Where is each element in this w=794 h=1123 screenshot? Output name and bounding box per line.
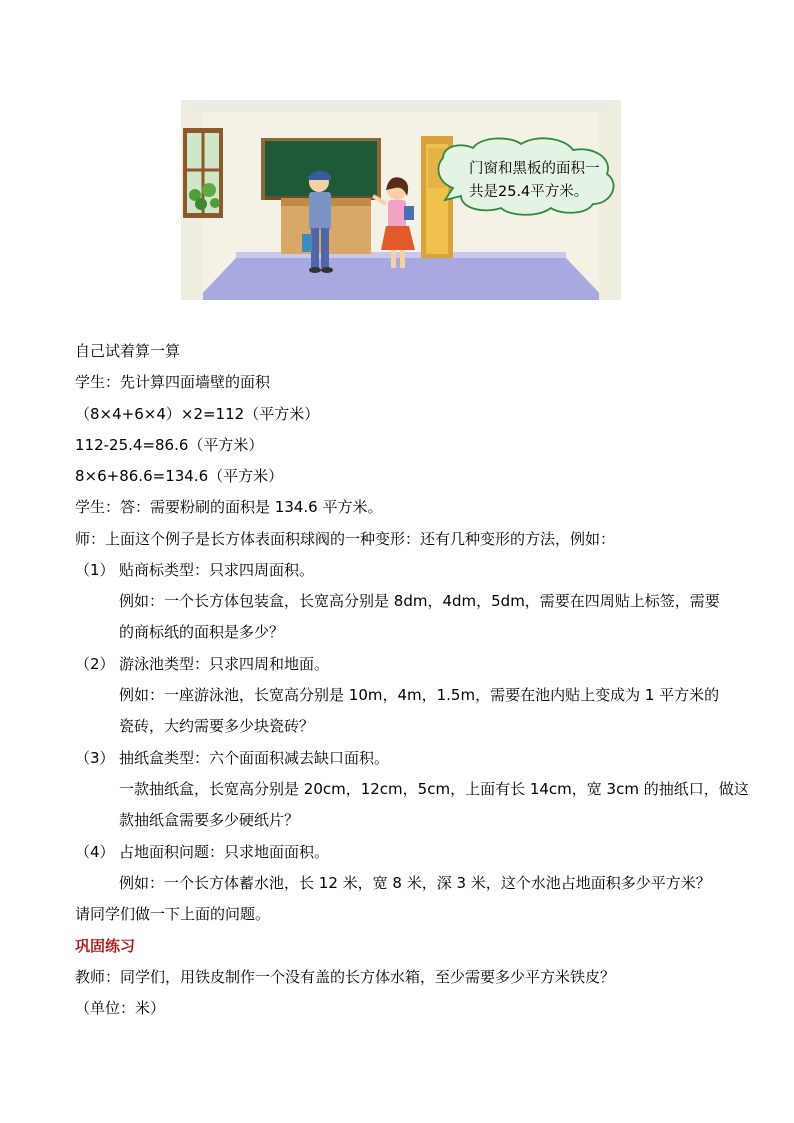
- item-example: 一款抽纸盒，长宽高分别是 20cm，12cm，5cm，上面有长 14cm，宽 3cm 的抽纸口，做这: [119, 780, 749, 798]
- teacher-intro: 师：上面这个例子是长方体表面积球阀的一种变形：还有几种变形的方法，例如：: [75, 530, 616, 548]
- item-title: 贴商标类型：只求四周面积。: [119, 561, 315, 579]
- item-number: （3）: [75, 749, 115, 767]
- text-line: 自己试着算一算: [75, 342, 181, 360]
- section-heading: 巩固练习: [75, 937, 136, 955]
- item-title: 抽纸盒类型：六个面面积减去缺口面积。: [119, 749, 390, 767]
- formula-line: （8×4+6×4）×2=112（平方米）: [75, 405, 320, 423]
- unit-note: （单位：米）: [75, 999, 166, 1017]
- answer-line: 学生：答：需要粉刷的面积是 134.6 平方米。: [75, 498, 383, 516]
- item-example: 款抽纸盒需要多少硬纸片？: [119, 811, 300, 829]
- item-number: （2）: [75, 655, 115, 673]
- item-example: 瓷砖，大约需要多少块瓷砖？: [119, 717, 315, 735]
- item-title: 占地面积问题：只求地面面积。: [119, 843, 330, 861]
- bubble-line-2: 共是25.4平方米。: [469, 184, 589, 200]
- exercise-question: 教师：同学们，用铁皮制作一个没有盖的长方体水箱，至少需要多少平方米铁皮？: [75, 968, 616, 986]
- item-example: 例如：一座游泳池，长宽高分别是 10m，4m，1.5m，需要在池内贴上变成为 1 平方米的: [119, 686, 720, 704]
- formula-line: 8×6+86.6=134.6（平方米）: [75, 467, 284, 485]
- item-title: 游泳池类型：只求四周和地面。: [119, 655, 330, 673]
- bubble-line-1: 门窗和黑板的面积一: [469, 161, 600, 177]
- item-example: 例如：一个长方体包装盒，长宽高分别是 8dm，4dm，5dm，需要在四周贴上标签，需要: [119, 592, 720, 610]
- item-example: 的商标纸的面积是多少？: [119, 623, 285, 641]
- item-number: （1）: [75, 561, 115, 579]
- item-number: （4）: [75, 843, 115, 861]
- speech-bubble: [438, 138, 613, 214]
- item-example: 例如：一个长方体蓄水池，长 12 米，宽 8 米，深 3 米，这个水池占地面积多少平方米？: [119, 874, 711, 892]
- classroom-illustration: [181, 100, 621, 303]
- window: [183, 128, 223, 218]
- text-line: 学生：先计算四面墙壁的面积: [75, 373, 271, 391]
- instruction-line: 请同学们做一下上面的问题。: [75, 905, 271, 923]
- formula-line: 112-25.4=86.6（平方米）: [75, 436, 264, 454]
